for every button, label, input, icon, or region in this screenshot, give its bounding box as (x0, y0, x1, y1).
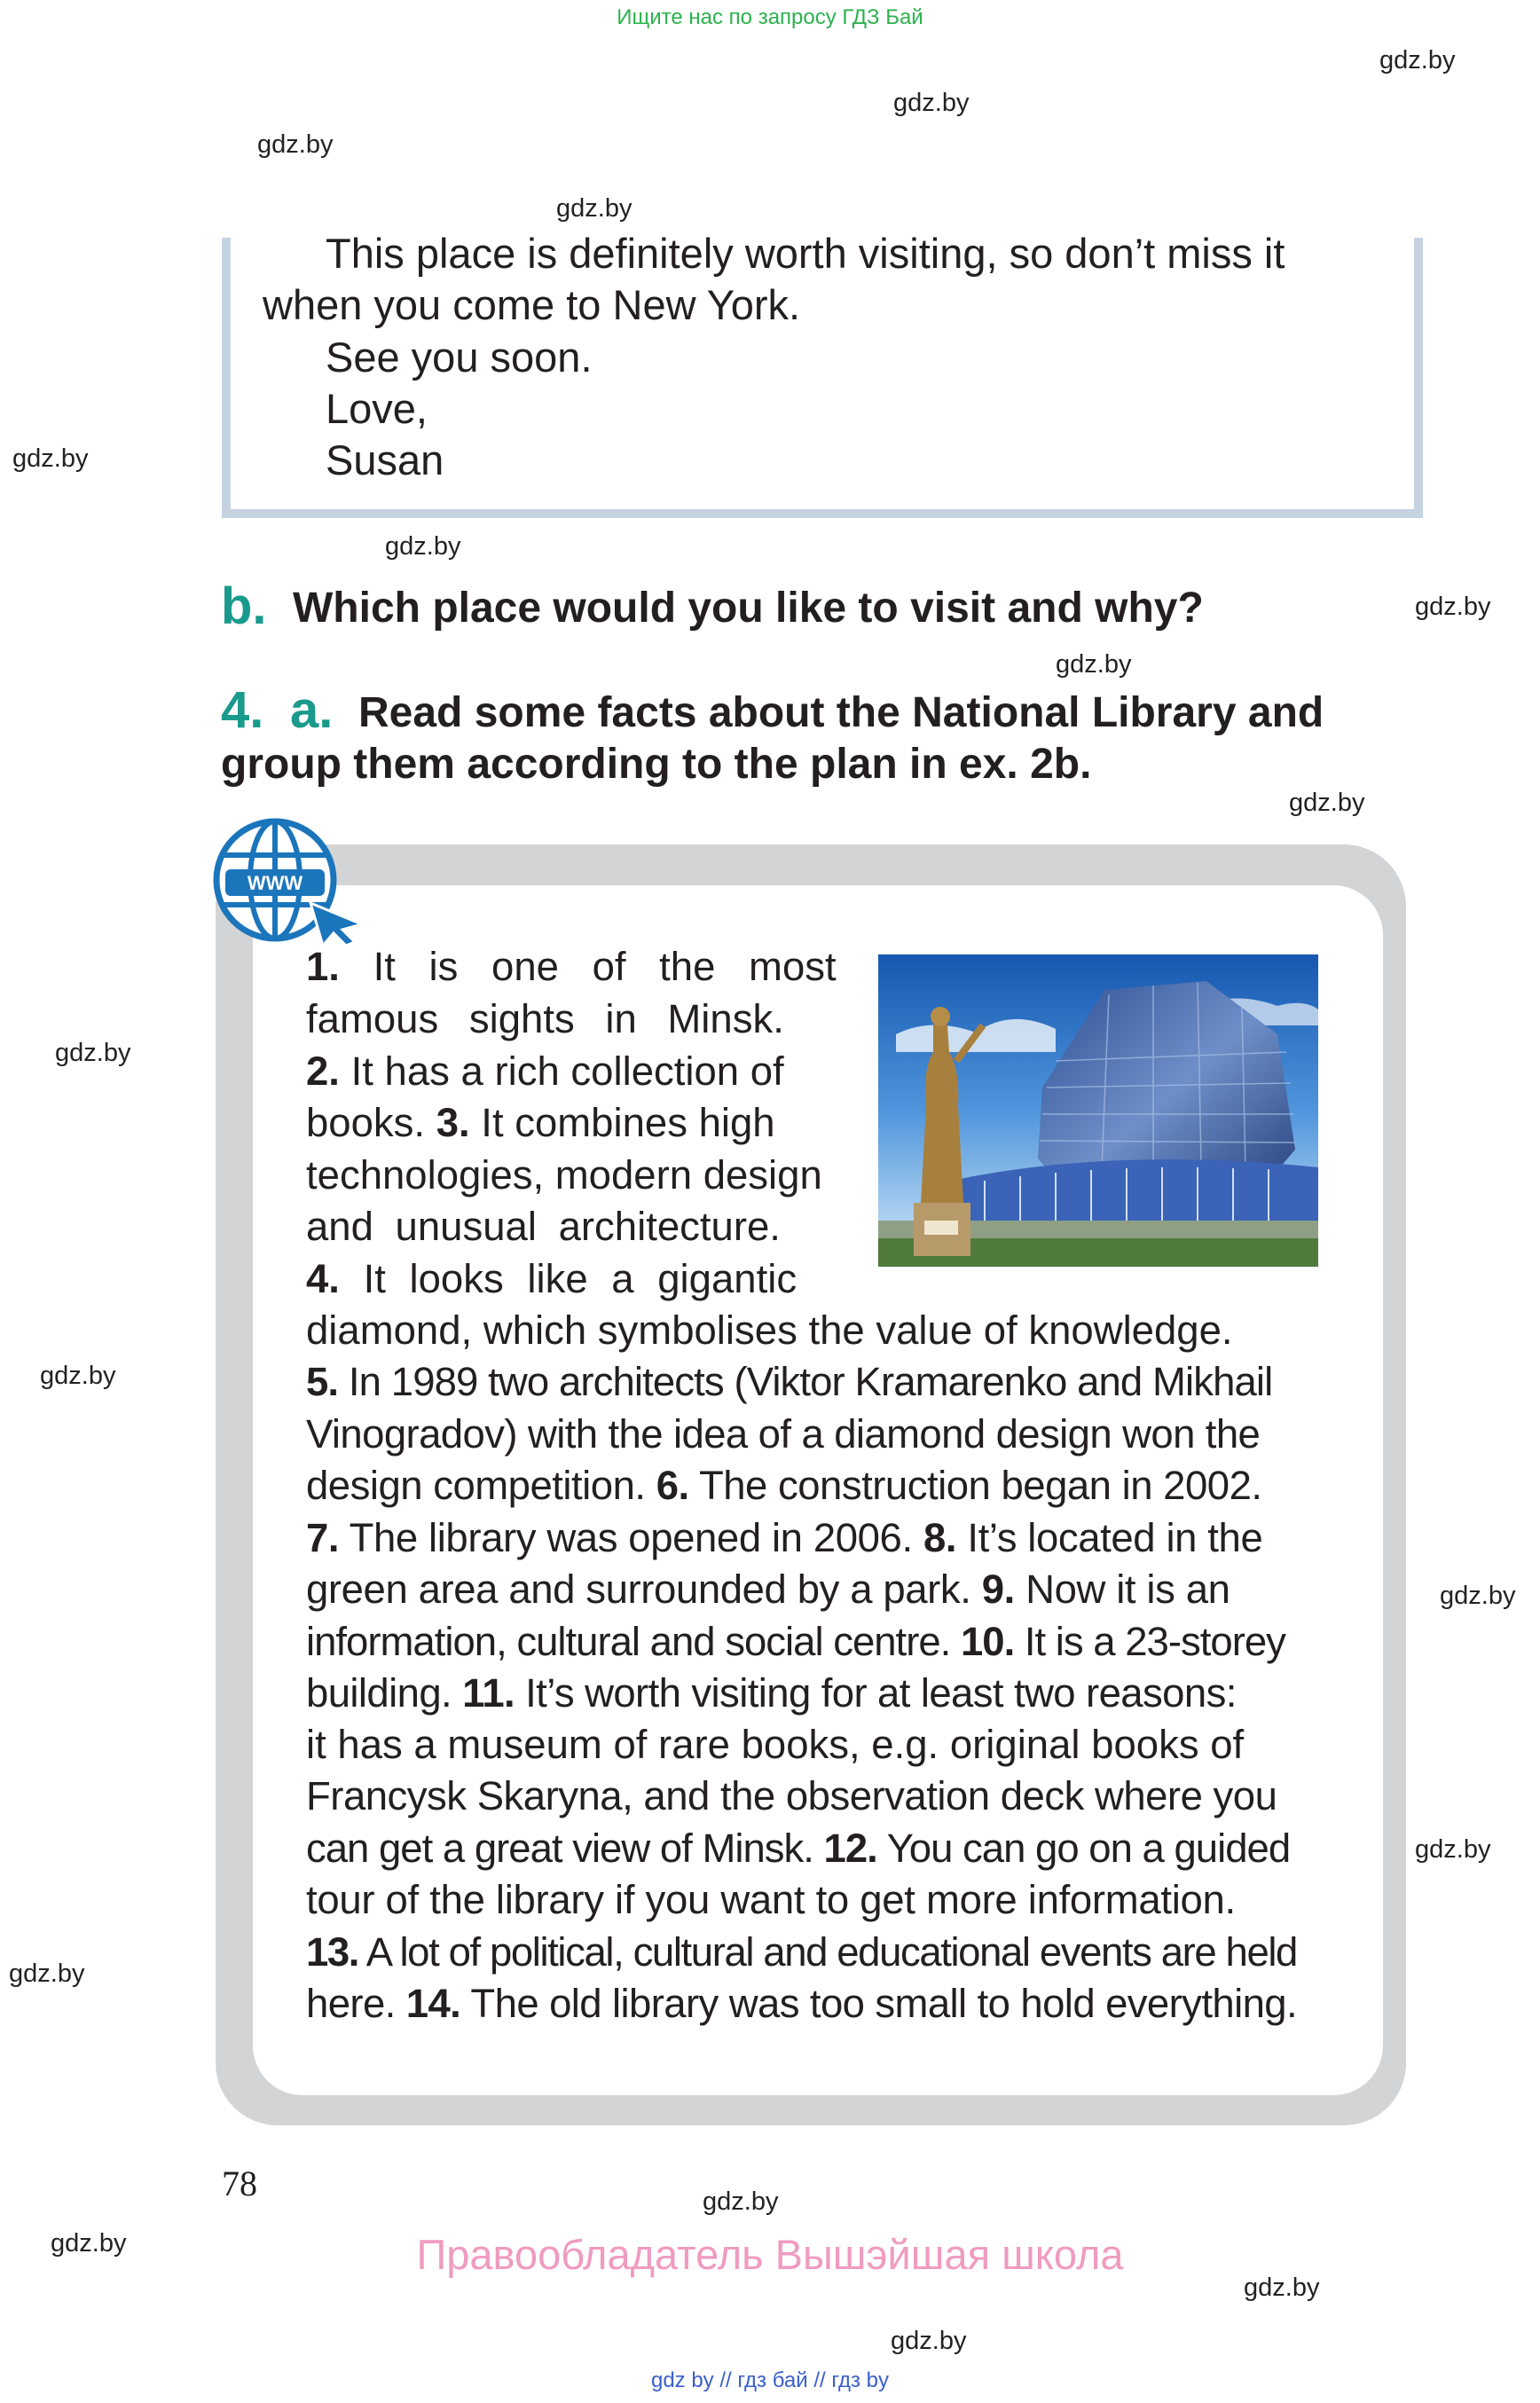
facts-line: 4. It looks like a gigantic (306, 1256, 798, 1301)
watermark: gdz.by (1056, 650, 1132, 679)
facts-line: tour of the library if you want to get more information. (306, 1877, 1236, 1922)
watermark: gdz.by (891, 2327, 967, 2355)
facts-line: 5. In 1989 two architects (Viktor Kramarenko and Mikhail (306, 1359, 1273, 1404)
copyright-holder: Правообладатель Вышэйшая школа (416, 2231, 1124, 2278)
watermark: gdz.by (12, 444, 89, 473)
facts-line: it has a museum of rare books, e.g. original books of (306, 1722, 1245, 1767)
facts-line: diamond, which symbolises the value of knowledge. (306, 1308, 1233, 1353)
www-icon-label: WWW (247, 872, 303, 894)
facts-line: technologies, modern design (306, 1152, 822, 1198)
watermark: gdz.by (703, 2187, 779, 2216)
task-4a-line2: group them according to the plan in ex. 2b. (221, 741, 1092, 788)
watermark: gdz.by (9, 1959, 85, 1988)
watermark: gdz.by (55, 1039, 131, 1067)
watermark: gdz.by (1244, 2273, 1320, 2302)
facts-line: books. 3. It combines high (306, 1100, 775, 1145)
letter-signature: Susan (326, 436, 444, 483)
task-b-label: b. (221, 577, 267, 635)
facts-line: 13. A lot of political, cultural and educational events are held (306, 1929, 1297, 1975)
letter-line: This place is definitely worth visiting, so don’t miss it (326, 230, 1285, 277)
library-photo (878, 954, 1318, 1267)
task-4a-line1: Read some facts about the National Library and (358, 689, 1324, 736)
facts-line: here. 14. The old library was too small to hold everything. (306, 1981, 1298, 2026)
letter-line: Love, (326, 385, 428, 432)
page-number: 78 (222, 2163, 257, 2203)
watermark: gdz.by (1289, 789, 1365, 817)
watermark: gdz.by (257, 130, 334, 159)
facts-line: information, cultural and social centre. 10. It is a 23-storey (306, 1619, 1285, 1664)
facts-line: 7. The library was opened in 2006. 8. It’s located in the (306, 1515, 1263, 1560)
watermark: gdz.by (40, 1362, 116, 1390)
watermark: gdz.by (1379, 46, 1456, 75)
facts-line: Francysk Skaryna, and the observation deck where you (306, 1773, 1277, 1818)
footer-links[interactable]: gdz by // гдз бай // гдз by (650, 2368, 890, 2392)
facts-line: 1. It is one of the most (306, 944, 837, 989)
task-4-number: 4. (221, 681, 264, 739)
www-globe-icon (213, 816, 369, 946)
facts-line: design competition. 6. The construction began in 2002. (306, 1463, 1262, 1508)
facts-line: green area and surrounded by a park. 9. Now it is an (306, 1567, 1230, 1612)
watermark: gdz.by (556, 194, 632, 223)
watermark: gdz.by (893, 89, 970, 117)
facts-line: famous sights in Minsk. (306, 996, 784, 1041)
facts-line: 2. It has a rich collection of (306, 1048, 784, 1094)
watermark: gdz.by (1415, 593, 1491, 621)
facts-line: and unusual architecture. (306, 1204, 781, 1249)
letter-line: when you come to New York. (263, 281, 801, 328)
watermark: gdz.by (1415, 1835, 1491, 1864)
facts-line: Vinogradov) with the idea of a diamond design won the (306, 1411, 1261, 1457)
watermark: gdz.by (51, 2229, 127, 2258)
watermark: gdz.by (1440, 1582, 1516, 1610)
watermark: gdz.by (385, 532, 461, 561)
task-4a-label: a. (290, 681, 334, 739)
task-b-question: Which place would you like to visit and why? (293, 585, 1204, 632)
facts-line: building. 11. It’s worth visiting for at least two reasons: (306, 1670, 1237, 1716)
letter-line: See you soon. (326, 334, 593, 381)
facts-line: can get a great view of Minsk. 12. You can go on a guided (306, 1826, 1291, 1871)
top-banner[interactable]: Ищите нас по запросу ГДЗ Бай (617, 5, 923, 29)
